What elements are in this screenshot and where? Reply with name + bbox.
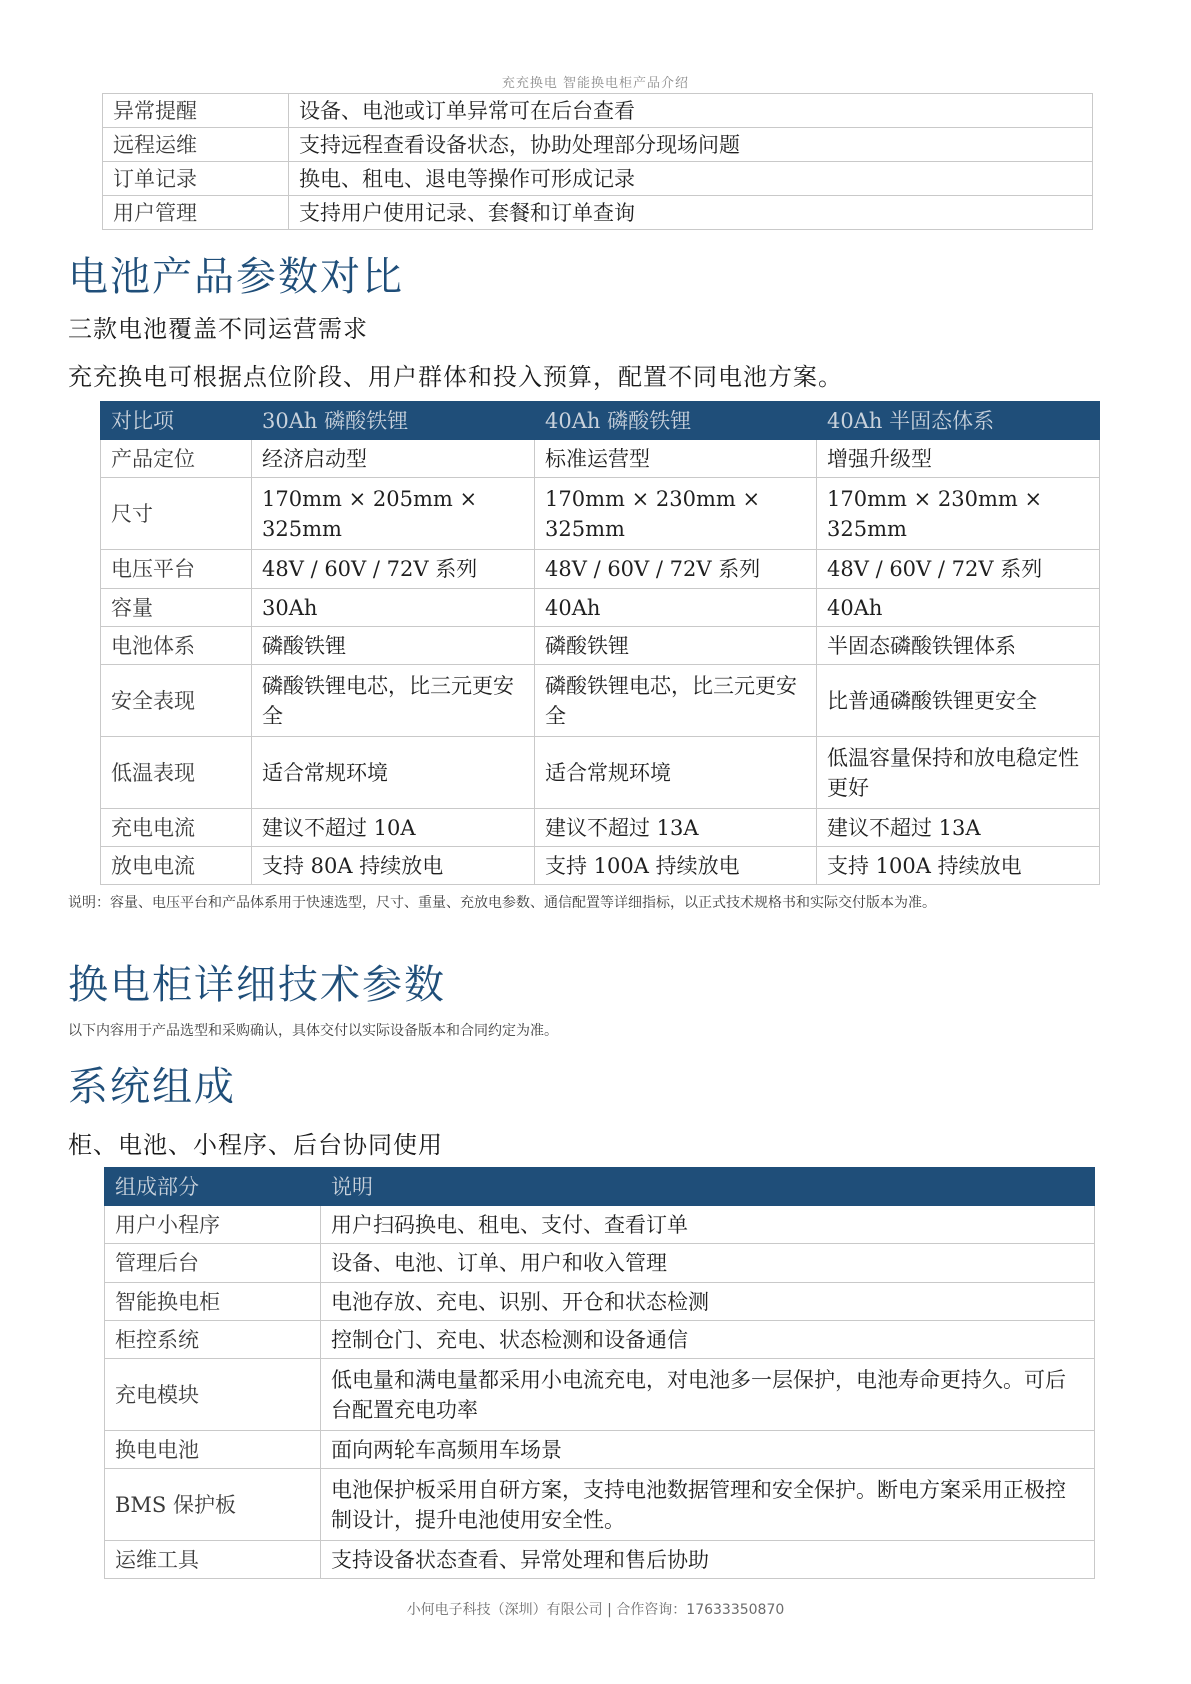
component-name: 柜控系统 bbox=[105, 1321, 321, 1359]
table-row bbox=[105, 1541, 1095, 1579]
component-desc: 设备、电池、订单、用户和收入管理 bbox=[321, 1244, 1095, 1283]
column-header: 40Ah 半固态体系 bbox=[817, 402, 1100, 440]
table-cell: 比普通磷酸铁锂更安全 bbox=[817, 665, 1100, 737]
row-label: 容量 bbox=[101, 589, 252, 627]
column-header: 40Ah 磷酸铁锂 bbox=[535, 402, 817, 440]
feature-desc: 支持用户使用记录、套餐和订单查询 bbox=[289, 196, 1093, 230]
section-title-system: 系统组成 bbox=[68, 1064, 236, 1110]
row-label: 放电电流 bbox=[101, 847, 252, 885]
feature-name: 远程运维 bbox=[103, 128, 289, 162]
table-row bbox=[101, 550, 1100, 589]
row-label: 低温表现 bbox=[101, 737, 252, 809]
component-desc: 电池存放、充电、识别、开仓和状态检测 bbox=[321, 1283, 1095, 1321]
table-row bbox=[105, 1359, 1095, 1431]
table-row bbox=[101, 627, 1100, 665]
section-subtitle-system: 柜、电池、小程序、后台协同使用 bbox=[68, 1131, 443, 1159]
table-cell: 磷酸铁锂 bbox=[535, 627, 817, 665]
table-cell: 标准运营型 bbox=[535, 440, 817, 478]
component-name: 用户小程序 bbox=[105, 1206, 321, 1244]
table-cell: 支持 80A 持续放电 bbox=[252, 847, 535, 885]
table-cell: 48V / 60V / 72V 系列 bbox=[252, 550, 535, 589]
table-cell: 磷酸铁锂电芯，比三元更安全 bbox=[252, 665, 535, 737]
table-row bbox=[101, 589, 1100, 627]
table-cell: 半固态磷酸铁锂体系 bbox=[817, 627, 1100, 665]
component-name: 充电模块 bbox=[105, 1359, 321, 1431]
table-header-row bbox=[105, 1168, 1095, 1206]
component-name: 换电电池 bbox=[105, 1431, 321, 1469]
table-row bbox=[103, 162, 1093, 196]
row-label: 充电电流 bbox=[101, 809, 252, 847]
component-desc: 用户扫码换电、租电、支付、查看订单 bbox=[321, 1206, 1095, 1244]
column-header: 组成部分 bbox=[105, 1168, 321, 1206]
table-cell: 支持 100A 持续放电 bbox=[817, 847, 1100, 885]
table-row bbox=[101, 737, 1100, 809]
component-desc: 面向两轮车高频用车场景 bbox=[321, 1431, 1095, 1469]
feature-name: 用户管理 bbox=[103, 196, 289, 230]
component-name: 运维工具 bbox=[105, 1541, 321, 1579]
row-label: 电池体系 bbox=[101, 627, 252, 665]
row-label: 电压平台 bbox=[101, 550, 252, 589]
table-cell: 40Ah bbox=[817, 589, 1100, 627]
column-header: 30Ah 磷酸铁锂 bbox=[252, 402, 535, 440]
table-cell: 48V / 60V / 72V 系列 bbox=[817, 550, 1100, 589]
table-cell: 建议不超过 10A bbox=[252, 809, 535, 847]
table-row bbox=[105, 1206, 1095, 1244]
table-cell: 170mm × 230mm × 325mm bbox=[535, 478, 817, 550]
cabinet-intro: 以下内容用于产品选型和采购确认，具体交付以实际设备版本和合同约定为准。 bbox=[68, 1023, 558, 1039]
page-footer: 小何电子科技（深圳）有限公司 | 合作咨询：17633350870 bbox=[406, 1602, 785, 1618]
system-components-table bbox=[104, 1167, 1095, 1579]
section-subtitle-battery: 三款电池覆盖不同运营需求 bbox=[68, 315, 368, 343]
feature-desc: 支持远程查看设备状态，协助处理部分现场问题 bbox=[289, 128, 1093, 162]
battery-comparison-table bbox=[100, 401, 1100, 885]
battery-table-note: 说明：容量、电压平台和产品体系用于快速选型，尺寸、重量、充放电参数、通信配置等详细指标，以正式技术规格书和实际交付版本为准。 bbox=[68, 895, 936, 911]
row-label: 产品定位 bbox=[101, 440, 252, 478]
table-row bbox=[101, 440, 1100, 478]
table-row bbox=[105, 1321, 1095, 1359]
table-row bbox=[101, 478, 1100, 550]
feature-desc: 设备、电池或订单异常可在后台查看 bbox=[289, 94, 1093, 128]
table-row bbox=[103, 196, 1093, 230]
running-header: 充充换电 智能换电柜产品介绍 bbox=[501, 76, 690, 91]
column-header: 说明 bbox=[321, 1168, 1095, 1206]
table-row bbox=[103, 94, 1093, 128]
table-cell: 40Ah bbox=[535, 589, 817, 627]
table-row bbox=[105, 1283, 1095, 1321]
feature-table bbox=[102, 93, 1093, 230]
table-cell: 适合常规环境 bbox=[535, 737, 817, 809]
component-desc: 低电量和满电量都采用小电流充电，对电池多一层保护，电池寿命更持久。可后台配置充电功率 bbox=[321, 1359, 1095, 1431]
table-cell: 48V / 60V / 72V 系列 bbox=[535, 550, 817, 589]
table-cell: 建议不超过 13A bbox=[535, 809, 817, 847]
table-cell: 适合常规环境 bbox=[252, 737, 535, 809]
table-row bbox=[105, 1431, 1095, 1469]
table-cell: 经济启动型 bbox=[252, 440, 535, 478]
component-desc: 控制仓门、充电、状态检测和设备通信 bbox=[321, 1321, 1095, 1359]
table-cell: 170mm × 230mm × 325mm bbox=[817, 478, 1100, 550]
table-header-row bbox=[101, 402, 1100, 440]
component-desc: 支持设备状态查看、异常处理和售后协助 bbox=[321, 1541, 1095, 1579]
feature-name: 订单记录 bbox=[103, 162, 289, 196]
table-cell: 磷酸铁锂 bbox=[252, 627, 535, 665]
table-cell: 磷酸铁锂电芯，比三元更安全 bbox=[535, 665, 817, 737]
table-row bbox=[101, 665, 1100, 737]
table-cell: 建议不超过 13A bbox=[817, 809, 1100, 847]
section-title-cabinet: 换电柜详细技术参数 bbox=[68, 962, 446, 1008]
battery-intro: 充充换电可根据点位阶段、用户群体和投入预算，配置不同电池方案。 bbox=[68, 363, 843, 391]
table-cell: 低温容量保持和放电稳定性更好 bbox=[817, 737, 1100, 809]
table-row bbox=[105, 1469, 1095, 1541]
column-header: 对比项 bbox=[101, 402, 252, 440]
feature-desc: 换电、租电、退电等操作可形成记录 bbox=[289, 162, 1093, 196]
table-cell: 30Ah bbox=[252, 589, 535, 627]
table-cell: 170mm × 205mm × 325mm bbox=[252, 478, 535, 550]
component-name: BMS 保护板 bbox=[105, 1469, 321, 1541]
feature-name: 异常提醒 bbox=[103, 94, 289, 128]
table-row bbox=[101, 809, 1100, 847]
row-label: 安全表现 bbox=[101, 665, 252, 737]
table-cell: 支持 100A 持续放电 bbox=[535, 847, 817, 885]
table-cell: 增强升级型 bbox=[817, 440, 1100, 478]
row-label: 尺寸 bbox=[101, 478, 252, 550]
section-title-battery: 电池产品参数对比 bbox=[68, 254, 404, 300]
component-name: 智能换电柜 bbox=[105, 1283, 321, 1321]
table-row bbox=[101, 847, 1100, 885]
component-name: 管理后台 bbox=[105, 1244, 321, 1283]
table-row bbox=[105, 1244, 1095, 1283]
table-row bbox=[103, 128, 1093, 162]
component-desc: 电池保护板采用自研方案，支持电池数据管理和安全保护。断电方案采用正极控制设计，提升电池使用安全性。 bbox=[321, 1469, 1095, 1541]
